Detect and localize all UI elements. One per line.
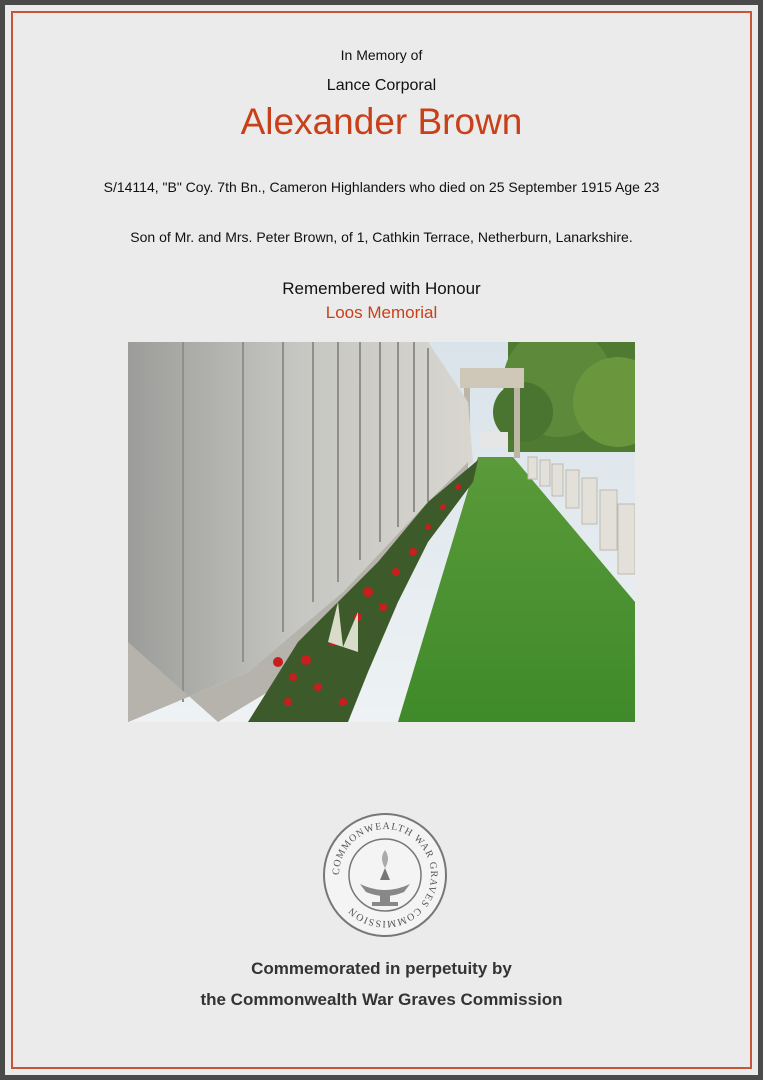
emblem-text: COMMONWEALTH WAR GRAVES COMMISSION: [330, 820, 440, 930]
memorial-photo: [128, 342, 635, 722]
in-memory-heading: In Memory of: [340, 47, 423, 63]
soldier-name: Alexander Brown: [240, 101, 523, 142]
family-details: Son of Mr. and Mrs. Peter Brown, of 1, Cathkin Terrace, Netherburn, Lanarkshire.: [130, 229, 633, 245]
memorial-name: Loos Memorial: [325, 303, 438, 322]
remembered-with-honour: Remembered with Honour: [282, 279, 481, 298]
service-details: S/14114, "B" Coy. 7th Bn., Cameron Highlanders who died on 25 September 1915 Age 23: [103, 179, 660, 195]
commemoration-line-2: the Commonwealth War Graves Commission: [200, 990, 563, 1009]
rank: Lance Corporal: [326, 77, 437, 94]
cwgc-emblem: [322, 812, 448, 938]
commemoration-line-1: Commemorated in perpetuity by: [251, 959, 512, 978]
